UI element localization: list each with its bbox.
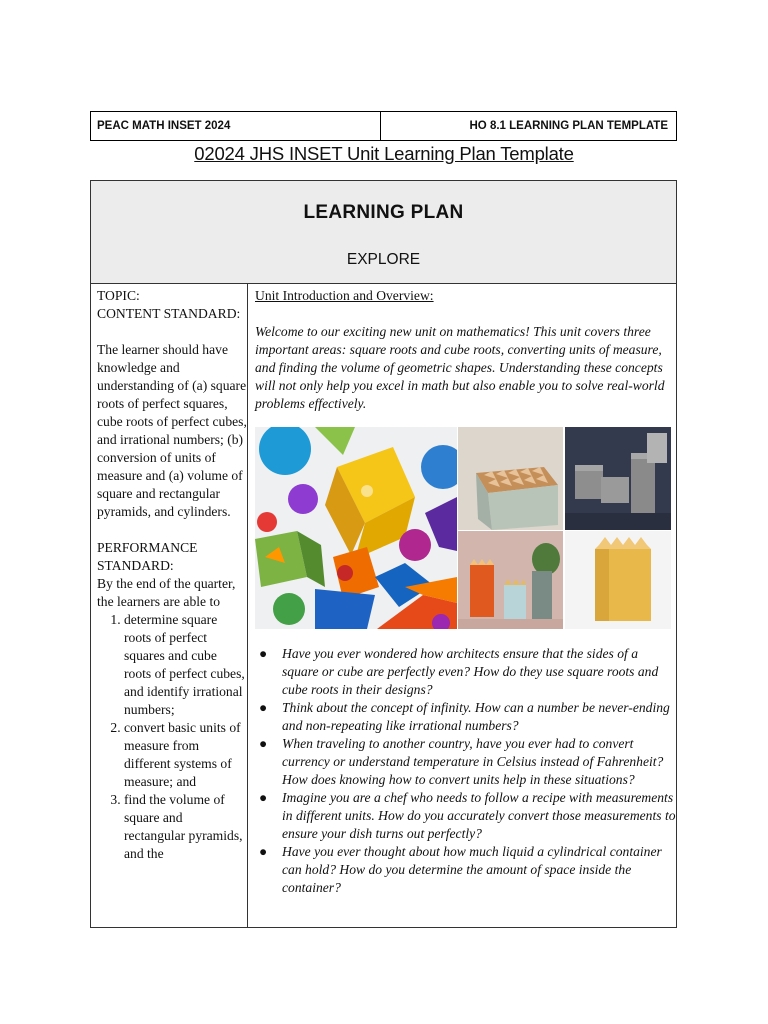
- header-table: [90, 111, 677, 141]
- question-text: Think about the concept of infinity. How can a number be never-ending and non-repeating like irrational numbers?: [282, 700, 670, 733]
- content-standard-text: The learner should have knowledge and understanding of (a) square roots of perfect squares, cube roots of perfect cubes, and irrational numbers; (b) conversion of units of measure and (a) volume of square and rectangular pyramids, and cylinders.: [97, 342, 247, 519]
- performance-standard-label: PERFORMANCE STANDARD:: [97, 540, 198, 573]
- bullet-icon: ●: [259, 736, 268, 751]
- question-item: [255, 645, 676, 699]
- question-item: [255, 699, 676, 735]
- bullet-icon: ●: [259, 844, 268, 859]
- learning-plan-title: LEARNING PLAN: [303, 202, 464, 223]
- performance-item: 2. convert basic units of measure from different systems of measure; and: [124, 719, 247, 791]
- orange-planters-image: [458, 531, 563, 629]
- introduction-column: [248, 284, 676, 927]
- image-collage: [255, 427, 671, 629]
- intro-paragraph: Welcome to our exciting new unit on mathematics! This unit covers three important areas: square roots and cube roots, converting units of measure, and finding the volume of geometric shapes. Understanding these concepts will not only help you excel in math but also enable you to solve real-world problems effectively.: [255, 324, 665, 411]
- intro-heading: Unit Introduction and Overview:: [255, 288, 434, 303]
- learning-plan-banner: [90, 180, 677, 284]
- geometric-shapes-image: [255, 427, 457, 629]
- question-text: When traveling to another country, have you ever had to convert currency or understand temperature in Celsius instead of Fahrenheit? How does knowing how to convert units help in these situations?: [282, 736, 664, 787]
- bullet-icon: ●: [259, 790, 268, 805]
- question-item: [255, 789, 676, 843]
- topic-label: TOPIC:: [97, 288, 140, 303]
- header-left: PEAC MATH INSET 2024: [91, 112, 381, 140]
- yellow-planter-image: [565, 531, 671, 629]
- bullet-icon: ●: [259, 646, 268, 661]
- content-standard-label: CONTENT STANDARD:: [97, 306, 241, 321]
- guiding-questions: [255, 645, 676, 897]
- bullet-icon: ●: [259, 700, 268, 715]
- question-text: Have you ever thought about how much liquid a cylindrical container can hold? How do you determine the amount of space inside the container?: [282, 844, 662, 895]
- header-right: HO 8.1 LEARNING PLAN TEMPLATE: [469, 120, 668, 132]
- plan-body-table: [90, 283, 677, 928]
- question-text: Have you ever wondered how architects ensure that the sides of a square or cube are perfectly even? How do they use square roots and cube roots in their designs?: [282, 646, 659, 697]
- pyramid-box-image: [458, 427, 563, 530]
- standards-column: [91, 284, 248, 927]
- performance-item: 3. find the volume of square and rectangular pyramids, and the: [124, 791, 247, 863]
- document-title: 02024 JHS INSET Unit Learning Plan Template: [194, 143, 574, 164]
- learning-plan-subtitle: EXPLORE: [346, 251, 421, 268]
- question-item: [255, 735, 676, 789]
- gray-containers-image: [565, 427, 671, 530]
- question-item: [255, 843, 676, 897]
- performance-item: 1. determine square roots of perfect squares and cube roots of perfect cubes, and identify irrational numbers;: [124, 611, 247, 719]
- performance-list: [97, 611, 247, 863]
- performance-intro: By the end of the quarter, the learners are able to: [97, 576, 236, 609]
- question-text: Imagine you are a chef who needs to follow a recipe with measurements in different units. How do you accurately convert those measurements to ensure your dish turns out perfectly?: [282, 790, 676, 841]
